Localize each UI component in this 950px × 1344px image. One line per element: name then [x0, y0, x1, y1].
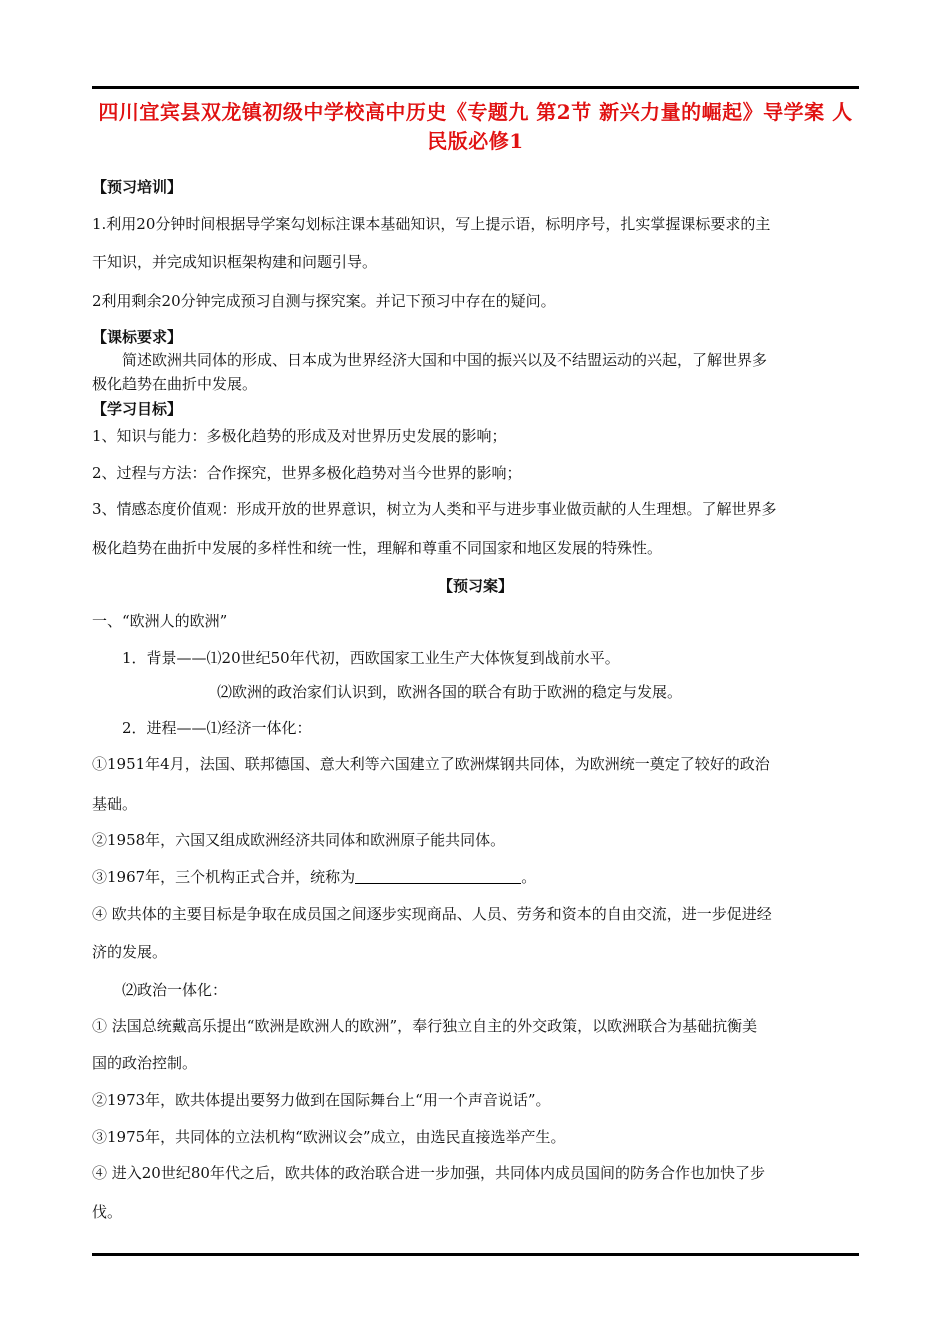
objective-3-line-2: 极化趋势在曲折中发展的多样性和统一性，理解和尊重不同国家和地区发展的特殊性。	[92, 539, 663, 557]
process-heading: 2．进程——⑴经济一体化：	[122, 719, 312, 737]
background-2: ⑵欧洲的政治家们认识到，欧洲各国的联合有助于欧洲的稳定与发展。	[217, 683, 683, 701]
training-item-1-line-1: 1.利用20分钟时间根据导学案勾划标注课本基础知识，写上提示语，标明序号，扎实掌握课标要求的主	[92, 215, 771, 233]
economic-item-3	[92, 866, 859, 888]
training-item-2: 2利用剩余20分钟完成预习自测与探究案。并记下预习中存在的疑问。	[92, 292, 556, 310]
heading-objectives: 【学习目标】	[92, 400, 183, 418]
political-item-4-line-2: 伐。	[92, 1203, 123, 1221]
heading-curriculum: 【课标要求】	[92, 328, 183, 346]
objective-3-line-1: 3、情感态度价值观：形成开放的世界意识，树立为人类和平与进步事业做贡献的人生理想。了解世界多	[92, 500, 777, 518]
curriculum-line-1: 简述欧洲共同体的形成、日本成为世界经济大国和中国的振兴以及不结盟运动的兴起，了解世界多	[122, 351, 768, 369]
political-item-1-line-2: 国的政治控制。	[92, 1054, 198, 1072]
economic-item-3-end: 。	[521, 868, 537, 886]
economic-item-1-line-2: 基础。	[92, 795, 138, 813]
part-1-title: 一、“欧洲人的欧洲”	[92, 612, 228, 630]
political-item-3: ③1975年，共同体的立法机构“欧洲议会”成立，由选民直接选举产生。	[92, 1128, 566, 1146]
economic-item-2: ②1958年，六国又组成欧洲经济共同体和欧洲原子能共同体。	[92, 831, 506, 849]
bottom-rule	[92, 1253, 859, 1256]
objective-1: 1、知识与能力：多极化趋势的形成及对世界历史发展的影响；	[92, 427, 507, 445]
heading-preview-plan: 【预习案】	[437, 577, 513, 595]
economic-item-1-line-1: ①1951年4月，法国、联邦德国、意大利等六国建立了欧洲煤钢共同体，为欧洲统一奠定了较好的政治	[92, 755, 770, 773]
objective-2: 2、过程与方法：合作探究，世界多极化趋势对当今世界的影响；	[92, 464, 522, 482]
training-item-1-line-2: 干知识，并完成知识框架构建和问题引导。	[92, 253, 378, 271]
political-item-4-line-1: ④ 进入20世纪80年代之后，欧共体的政治联合进一步加强，共同体内成员国间的防务合作也加快了步	[92, 1164, 765, 1182]
fill-in-blank[interactable]	[355, 869, 521, 884]
political-item-2: ②1973年，欧共体提出要努力做到在国际舞台上“用一个声音说话”。	[92, 1091, 551, 1109]
document-title: 四川宜宾县双龙镇初级中学校高中历史《专题九 第2节 新兴力量的崛起》导学案 人民版必修1	[98, 100, 853, 153]
heading-preview-training: 【预习培训】	[92, 178, 183, 196]
top-rule	[92, 86, 859, 89]
economic-item-4-line-1: ④ 欧共体的主要目标是争取在成员国之间逐步实现商品、人员、劳务和资本的自由交流，进一步促进经	[92, 905, 772, 923]
economic-item-4-line-2: 济的发展。	[92, 943, 168, 961]
curriculum-line-2: 极化趋势在曲折中发展。	[92, 375, 258, 393]
political-item-1-line-1: ① 法国总统戴高乐提出“欧洲是欧洲人的欧洲”，奉行独立自主的外交政策，以欧洲联合为基础抗衡美	[92, 1017, 758, 1035]
economic-item-3-text: ③1967年，三个机构正式合并，统称为	[92, 868, 356, 886]
political-heading: ⑵政治一体化：	[122, 981, 228, 999]
background-1: 1．背景——⑴20世纪50年代初，西欧国家工业生产大体恢复到战前水平。	[122, 649, 620, 667]
